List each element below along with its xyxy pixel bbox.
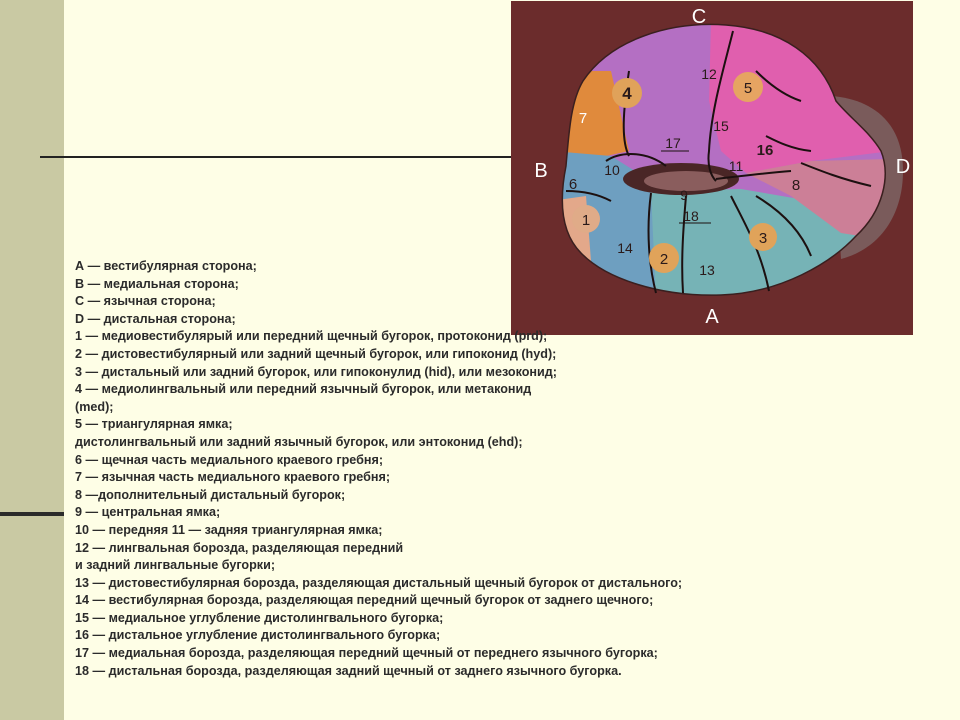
cusp-label-5: 5 xyxy=(743,80,753,97)
legend-item: дистолингвальный или задний язычный бугорок, или энтоконид (ehd); xyxy=(75,434,523,449)
structure-label-15: 15 xyxy=(713,118,729,134)
side-label-c: C xyxy=(691,6,707,28)
cusp-label-7: 7 xyxy=(578,110,588,127)
cusp-label-3: 3 xyxy=(758,230,768,247)
legend-item: С — язычная сторона; xyxy=(75,294,216,309)
legend-item: 7 — язычная часть медиального краевого гребня; xyxy=(75,470,391,485)
legend-item: 4 — медиолингвальный или передний язычный бугорок, или метаконид xyxy=(75,382,532,397)
cusp-label-6: 6 xyxy=(568,176,578,193)
left-decorative-band xyxy=(0,0,64,720)
title-underline xyxy=(40,156,512,158)
legend-item: 1 — медиовестибулярый или передний щечный бугорок, протоконид (prd); xyxy=(75,329,548,344)
legend-item: 18 — дистальная борозда, разделяющая задний щечный от заднего язычного бугорка. xyxy=(75,663,622,678)
legend-item: и задний лингвальные бугорки; xyxy=(75,558,276,573)
legend-item: 6 — щечная часть медиального краевого гребня; xyxy=(75,452,384,467)
side-label-d: D xyxy=(895,156,911,178)
left-band-divider xyxy=(0,512,64,516)
structure-label-11: 11 xyxy=(728,158,744,174)
side-label-a: A xyxy=(705,306,719,328)
legend-item: 14 — вестибулярная борозда, разделяющая передний щечный бугорок от заднего щечного; xyxy=(75,593,654,608)
legend-item: 15 — медиальное углубление дистолингвального бугорка; xyxy=(75,610,444,625)
structure-label-14: 14 xyxy=(617,240,633,256)
legend-item: В — медиальная сторона; xyxy=(75,276,239,291)
side-label-b: B xyxy=(534,160,548,182)
legend-list xyxy=(75,258,955,680)
cusp-label-2: 2 xyxy=(659,251,669,268)
structure-label-17: 17 xyxy=(665,135,681,151)
legend-item: (med); xyxy=(75,399,114,414)
legend-item: 10 — передняя 11 — задняя триангулярная ямка; xyxy=(75,522,383,537)
cusp-label-4: 4 xyxy=(622,84,632,103)
structure-label-10: 10 xyxy=(604,162,620,178)
legend-item: 3 — дистальный или задний бугорок, или гипоконулид (hid), или мезоконид; xyxy=(75,364,557,379)
legend-item: 9 — центральная ямка; xyxy=(75,505,221,520)
structure-label-13: 13 xyxy=(699,262,715,278)
legend-item: 12 — лингвальная борозда, разделяющая передний xyxy=(75,540,404,555)
structure-label-16: 16 xyxy=(756,142,774,159)
legend-item: D — дистальная сторона; xyxy=(75,311,236,326)
structure-label-18: 18 xyxy=(683,208,699,224)
legend-item: 13 — дистовестибулярная борозда, разделяющая дистальный щечный бугорок от дистального; xyxy=(75,575,683,590)
legend-item: 2 — дистовестибулярный или задний щечный бугорок, или гипоконид (hyd); xyxy=(75,346,557,361)
legend-item: А — вестибулярная сторона; xyxy=(75,259,257,273)
legend-item: 8 —дополнительный дистальный бугорок; xyxy=(75,487,346,502)
structure-label-9: 9 xyxy=(680,187,688,203)
cusp-label-8: 8 xyxy=(791,177,801,194)
legend-item: 5 — триангулярная ямка; xyxy=(75,417,233,432)
structure-label-12: 12 xyxy=(701,66,717,82)
legend-item: 17 — медиальная борозда, разделяющая передний щечный от переднего язычного бугорка; xyxy=(75,646,658,661)
legend-item: 16 — дистальное углубление дистолингвального бугорка; xyxy=(75,628,441,643)
cusp-label-1: 1 xyxy=(581,212,591,229)
